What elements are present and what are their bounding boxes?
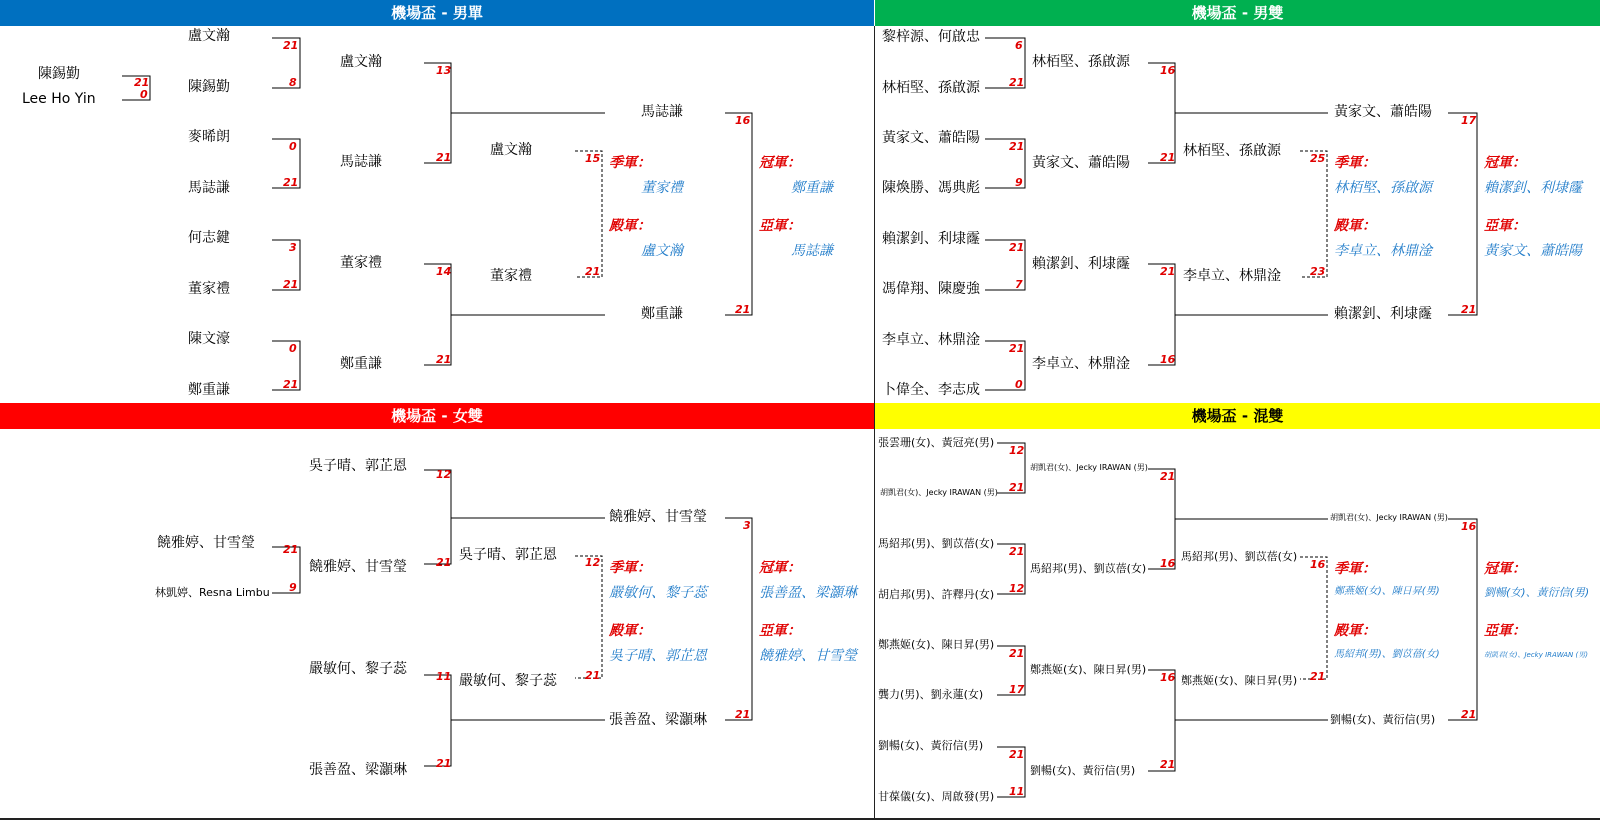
ms-r1-score-3: 0 — [289, 140, 297, 153]
xd-r1-team-8: 甘葆儀(女)、周啟發(男) — [878, 790, 995, 803]
md-fourth-name: 李卓立、林鼎淦 — [1334, 243, 1432, 259]
xd-sf-score-2: 21 — [1310, 670, 1326, 683]
ms-r1-player-5: 何志鍵 — [188, 230, 230, 246]
md-qf-bracket-2 — [1148, 264, 1175, 365]
wd-qf-score-2: 21 — [436, 556, 452, 569]
ms-qf-bracket-2 — [424, 264, 451, 365]
xd-r1-score-7: 21 — [1009, 748, 1025, 761]
md-r1-score-8: 0 — [1015, 378, 1023, 391]
wd-runner-up-name: 饒雅婷、甘雪瑩 — [759, 648, 857, 664]
ms-sf-player-2: 董家禮 — [490, 268, 532, 284]
md-final-team-2: 賴潔釗、利埭霳 — [1334, 306, 1432, 322]
ms-prelim-score-2: 0 — [140, 88, 148, 101]
xd-r1-score-4: 12 — [1009, 582, 1025, 595]
ms-final-score-1: 16 — [735, 114, 751, 127]
md-runner-up-name: 黃家文、蕭皓陽 — [1484, 243, 1582, 259]
md-qf-bracket-1 — [1148, 63, 1175, 163]
ms-champion-name: 鄭重謙 — [791, 180, 833, 196]
ms-r1-player-1: 盧文瀚 — [188, 28, 230, 44]
xd-sf-bracket — [1300, 557, 1327, 679]
xd-r1-score-6: 17 — [1009, 683, 1025, 696]
ms-qf-player-4: 鄭重謙 — [340, 356, 382, 372]
wd-r1-score-1: 21 — [283, 543, 299, 556]
wd-final-score-2: 21 — [735, 708, 751, 721]
wd-qf-bracket-2 — [424, 675, 451, 766]
ms-sf-bracket — [575, 151, 602, 277]
ms-r1-player-4: 馬誌謙 — [188, 180, 230, 196]
md-qf-team-3: 賴潔釗、利埭霳 — [1032, 256, 1130, 272]
xd-fourth-label: 殿軍： — [1334, 623, 1376, 639]
xd-r1-team-6: 龔力(男)、劉永蓮(女) — [878, 688, 984, 701]
xd-r1-team-2: 胡凱君(女)、Jecky IRAWAN (男) — [880, 488, 998, 497]
wd-fourth-name: 吳子晴、郭芷恩 — [609, 648, 707, 664]
wd-qf-score-3: 11 — [436, 670, 452, 683]
ms-prelim-player-1: 陳錫勤 — [38, 66, 80, 82]
wd-qf-team-2: 饒雅婷、甘雪瑩 — [309, 559, 407, 575]
ms-r1-score-6: 21 — [283, 278, 299, 291]
womens-doubles-header: 機場盃 - 女雙 — [0, 403, 874, 429]
ms-qf-player-1: 盧文瀚 — [340, 54, 382, 70]
ms-qf-score-4: 21 — [436, 353, 452, 366]
xd-r1-team-5: 鄭燕姬(女)、陳日昇(男) — [878, 638, 995, 651]
ms-qf-bracket-1 — [424, 63, 451, 163]
wd-third-label: 季軍： — [609, 560, 651, 576]
xd-final-score-1: 16 — [1461, 520, 1477, 533]
md-qf-score-2: 21 — [1160, 151, 1176, 164]
ms-fourth-label: 殿軍： — [609, 218, 651, 234]
wd-r1-team-1: 饒雅婷、甘雪瑩 — [157, 535, 255, 551]
wd-r1-score-2: 9 — [289, 581, 297, 594]
xd-qf-score-1: 21 — [1160, 470, 1176, 483]
md-third-label: 季軍： — [1334, 155, 1376, 171]
md-sf-bracket — [1300, 151, 1327, 277]
wd-fourth-label: 殿軍： — [609, 623, 651, 639]
mens-singles-header: 機場盃 - 男單 — [0, 0, 874, 26]
md-r1-score-2: 21 — [1009, 76, 1025, 89]
ms-final-bracket — [725, 113, 752, 315]
wd-qf-bracket-1 — [424, 470, 451, 564]
md-sf-team-2: 李卓立、林鼎淦 — [1183, 268, 1281, 284]
xd-final-score-2: 21 — [1461, 708, 1477, 721]
xd-final-team-2: 劉暢(女)、黃衍信(男) — [1330, 713, 1436, 726]
wd-sf-team-2: 嚴敏何、黎子蕊 — [459, 673, 557, 689]
wd-qf-team-3: 嚴敏何、黎子蕊 — [309, 661, 407, 677]
md-qf-score-3: 21 — [1160, 265, 1176, 278]
xd-final-team-1: 胡凱君(女)、Jecky IRAWAN (男) — [1330, 513, 1448, 522]
xd-third-name: 鄭燕姬(女)、陳日昇(男) — [1334, 586, 1440, 597]
md-final-bracket — [1448, 113, 1477, 315]
xd-qf-team-2: 馬紹邦(男)、劉苡蓓(女) — [1030, 562, 1147, 575]
md-r1-team-6: 馮偉翔、陳慶強 — [882, 281, 980, 297]
md-final-score-1: 17 — [1461, 114, 1477, 127]
ms-sf-score-2: 21 — [585, 265, 601, 278]
xd-r1-team-7: 劉暢(女)、黃衍信(男) — [878, 739, 984, 752]
ms-r1-score-7: 0 — [289, 342, 297, 355]
xd-r1-team-3: 馬紹邦(男)、劉苡蓓(女) — [878, 537, 995, 550]
ms-r1-score-5: 3 — [289, 241, 297, 254]
xd-r1-score-2: 21 — [1009, 481, 1025, 494]
ms-final-player-1: 馬誌謙 — [641, 104, 683, 120]
ms-sf-player-1: 盧文瀚 — [490, 142, 532, 158]
xd-r1-score-8: 11 — [1009, 785, 1025, 798]
ms-r1-score-1: 21 — [283, 39, 299, 52]
wd-sf-team-1: 吳子晴、郭芷恩 — [459, 547, 557, 563]
md-qf-team-4: 李卓立、林鼎淦 — [1032, 356, 1130, 372]
mens-doubles-header: 機場盃 - 男雙 — [875, 0, 1600, 26]
xd-r1-score-3: 21 — [1009, 545, 1025, 558]
ms-qf-score-3: 14 — [436, 265, 452, 278]
md-r1-score-4: 9 — [1015, 176, 1023, 189]
ms-r1-player-7: 陳文濠 — [188, 331, 230, 347]
wd-sf-score-2: 21 — [585, 669, 601, 682]
xd-r1-team-4: 胡启邦(男)、許釋丹(女) — [878, 588, 995, 601]
wd-sf-bracket — [575, 556, 602, 678]
xd-r1-score-1: 12 — [1009, 444, 1025, 457]
wd-qf-score-4: 21 — [436, 757, 452, 770]
md-runner-up-label: 亞軍： — [1484, 218, 1526, 234]
xd-final-bracket — [1448, 519, 1477, 720]
ms-r1-score-8: 21 — [283, 378, 299, 391]
ms-sf-score-1: 15 — [585, 152, 601, 165]
wd-qf-team-1: 吳子晴、郭芷恩 — [309, 458, 407, 474]
ms-qf-player-2: 馬誌謙 — [340, 154, 382, 170]
xd-sf-team-2: 鄭燕姬(女)、陳日昇(男) — [1181, 674, 1298, 687]
ms-r1-score-2: 8 — [289, 76, 297, 89]
md-sf-score-2: 23 — [1310, 265, 1326, 278]
md-fourth-label: 殿軍： — [1334, 218, 1376, 234]
wd-runner-up-label: 亞軍： — [759, 623, 801, 639]
ms-runner-up-name: 馬誌謙 — [791, 243, 833, 259]
wd-final-team-1: 饒雅婷、甘雪瑩 — [609, 509, 707, 525]
md-sf-score-1: 25 — [1310, 152, 1326, 165]
ms-final-score-2: 21 — [735, 303, 751, 316]
ms-r1-player-3: 麥晞朗 — [188, 129, 230, 145]
md-r1-team-7: 李卓立、林鼎淦 — [882, 332, 980, 348]
xd-runner-up-label: 亞軍： — [1484, 623, 1526, 639]
ms-prelim-player-2: Lee Ho Yin — [22, 91, 96, 107]
md-r1-score-6: 7 — [1015, 278, 1023, 291]
ms-fourth-name: 盧文瀚 — [641, 243, 683, 259]
xd-r1-score-5: 21 — [1009, 647, 1025, 660]
md-final-team-1: 黃家文、蕭皓陽 — [1334, 104, 1432, 120]
xd-qf-team-4: 劉暢(女)、黃衍信(男) — [1030, 764, 1136, 777]
ms-third-label: 季軍： — [609, 155, 651, 171]
ms-qf-score-2: 21 — [436, 151, 452, 164]
wd-champion-name: 張善盈、梁灝琳 — [759, 585, 857, 601]
wd-champion-label: 冠軍： — [759, 560, 801, 576]
xd-sf-score-1: 16 — [1310, 558, 1326, 571]
wd-final-team-2: 張善盈、梁灝琳 — [609, 712, 707, 728]
ms-r1-player-2: 陳錫勤 — [188, 79, 230, 95]
xd-qf-bracket-2 — [1148, 670, 1175, 771]
xd-fourth-name: 馬紹邦(男)、劉苡蓓(女) — [1334, 649, 1440, 660]
md-sf-team-1: 林栢堅、孫啟源 — [1183, 143, 1281, 159]
md-r1-score-1: 6 — [1015, 39, 1023, 52]
xd-r1-team-1: 張雲珊(女)、黃冠亮(男) — [878, 436, 995, 449]
xd-qf-bracket-1 — [1148, 469, 1175, 569]
wd-third-name: 嚴敏何、黎子蕊 — [609, 585, 707, 601]
ms-r1-player-6: 董家禮 — [188, 281, 230, 297]
wd-sf-score-1: 12 — [585, 556, 601, 569]
md-champion-name: 賴潔釗、利埭霳 — [1484, 180, 1582, 196]
ms-r1-player-8: 鄭重謙 — [188, 382, 230, 398]
xd-sf-team-1: 馬紹邦(男)、劉苡蓓(女) — [1181, 550, 1298, 563]
md-qf-score-4: 16 — [1160, 353, 1176, 366]
ms-qf-score-1: 13 — [436, 64, 452, 77]
md-champion-label: 冠軍： — [1484, 155, 1526, 171]
xd-qf-team-3: 鄭燕姬(女)、陳日昇(男) — [1030, 663, 1147, 676]
md-r1-score-7: 21 — [1009, 342, 1025, 355]
md-r1-team-8: 卜偉全、李志成 — [882, 382, 980, 398]
md-qf-score-1: 16 — [1160, 64, 1176, 77]
md-r1-team-4: 陳煥勝、馮典彪 — [882, 180, 980, 196]
xd-qf-score-2: 16 — [1160, 557, 1176, 570]
ms-third-name: 董家禮 — [641, 180, 683, 196]
md-r1-score-3: 21 — [1009, 140, 1025, 153]
md-final-score-2: 21 — [1461, 303, 1477, 316]
xd-qf-score-3: 16 — [1160, 671, 1176, 684]
mixed-doubles-header: 機場盃 - 混雙 — [875, 403, 1600, 429]
xd-champion-label: 冠軍： — [1484, 561, 1526, 577]
md-r1-team-5: 賴潔釗、利埭霳 — [882, 231, 980, 247]
ms-qf-player-3: 董家禮 — [340, 255, 382, 271]
md-r1-team-2: 林栢堅、孫啟源 — [882, 80, 980, 96]
md-r1-score-5: 21 — [1009, 241, 1025, 254]
ms-runner-up-label: 亞軍： — [759, 218, 801, 234]
md-qf-team-1: 林栢堅、孫啟源 — [1032, 54, 1130, 70]
wd-qf-team-4: 張善盈、梁灝琳 — [309, 762, 407, 778]
xd-champion-name: 劉暢(女)、黃衍信(男) — [1484, 586, 1590, 599]
ms-prelim-score-1: 21 — [134, 76, 150, 89]
xd-third-label: 季軍： — [1334, 561, 1376, 577]
md-third-name: 林栢堅、孫啟源 — [1334, 180, 1432, 196]
xd-qf-team-1: 胡凱君(女)、Jecky IRAWAN (男) — [1030, 463, 1148, 472]
wd-final-bracket — [725, 518, 752, 720]
ms-final-player-2: 鄭重謙 — [641, 306, 683, 322]
ms-r1-score-4: 21 — [283, 176, 299, 189]
wd-r1-team-2: 林凱婷、Resna Limbu — [155, 586, 270, 599]
wd-qf-score-1: 12 — [436, 468, 452, 481]
md-qf-team-2: 黃家文、蕭皓陽 — [1032, 155, 1130, 171]
ms-champion-label: 冠軍： — [759, 155, 801, 171]
wd-final-score-1: 3 — [743, 519, 751, 532]
md-r1-team-3: 黃家文、蕭皓陽 — [882, 130, 980, 146]
xd-runner-up-name: 胡凱君(女)、Jecky IRAWAN (男) — [1484, 651, 1588, 659]
md-r1-team-1: 黎梓源、何啟忠 — [882, 29, 980, 45]
xd-qf-score-4: 21 — [1160, 758, 1176, 771]
